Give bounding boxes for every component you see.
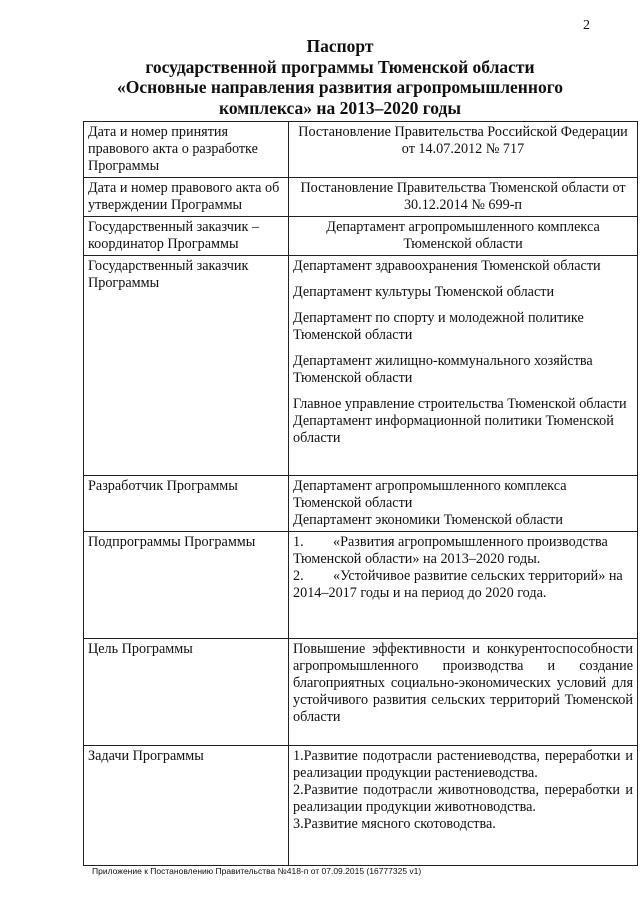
- row-value: Постановление Правительства Тюменской области от 30.12.2014 № 699-п: [289, 178, 638, 217]
- row-value: [289, 746, 638, 866]
- table-row: [84, 639, 638, 746]
- list-item: 2.Развитие подотрасли животноводства, переработки и реализации продукции животноводства.: [293, 782, 633, 815]
- row-label: Дата и номер правового акта об утверждении Программы: [84, 178, 289, 217]
- row-label: Цель Программы: [84, 639, 289, 746]
- row-value: Департамент агропромышленного комплекса Тюменской области: [289, 217, 638, 256]
- row-label: Подпрограммы Программы: [84, 532, 289, 639]
- row-value: Повышение эффективности и конкурентоспособности агропромышленного производства и создание благоприятных социально-экономических условий для устойчивого развития сельских территорий Тюменской области: [289, 639, 638, 746]
- row-label: Дата и номер принятия правового акта о разработке Программы: [84, 122, 289, 178]
- title-line-4: комплекса» на 2013–2020 годы: [219, 97, 461, 118]
- list-item: Департамент информационной политики Тюменской области: [293, 413, 614, 446]
- title-line-3: «Основные направления развития агропромышленного: [117, 77, 563, 97]
- list-item: Департамент агропромышленного комплекса Тюменской области: [293, 478, 567, 511]
- list-item: 3.Развитие мясного скотоводства.: [293, 816, 496, 832]
- table-row: [84, 256, 638, 476]
- document-title: [60, 36, 620, 118]
- row-label: Задачи Программы: [84, 746, 289, 866]
- table-row: [84, 178, 638, 217]
- list-item: Департамент жилищно-коммунального хозяйства Тюменской области: [293, 353, 593, 386]
- title-line-1: Паспорт: [306, 36, 374, 56]
- table-row: [84, 476, 638, 532]
- item-number: 1.: [293, 534, 304, 550]
- table-row: [84, 122, 638, 178]
- list-item: 1.Развитие подотрасли растениеводства, переработки и реализации продукции растениеводства.: [293, 748, 633, 781]
- list-item: Главное управление строительства Тюменской области: [293, 396, 627, 412]
- footer-note: Приложение к Постановлению Правительства №418-п от 07.09.2015 (16777325 v1): [92, 866, 422, 876]
- table-row: [84, 532, 638, 639]
- list-item: [293, 534, 633, 568]
- list-item: Департамент по спорту и молодежной политике Тюменской области: [293, 310, 584, 343]
- passport-table: [83, 121, 638, 866]
- row-label: Государственный заказчик – координатор Программы: [84, 217, 289, 256]
- row-value: [289, 532, 638, 639]
- title-line-2: государственной программы Тюменской области: [145, 56, 535, 77]
- item-number: 2.: [293, 568, 304, 584]
- table-row: [84, 746, 638, 866]
- row-value: [289, 476, 638, 532]
- row-value: [289, 256, 638, 476]
- page-number: 2: [583, 18, 590, 33]
- row-label: Государственный заказчик Программы: [84, 256, 289, 476]
- table-row: [84, 217, 638, 256]
- item-text: «Устойчивое развитие сельских территорий» на 2014–2017 годы и на период до 2020 года.: [293, 568, 623, 601]
- row-label: Разработчик Программы: [84, 476, 289, 532]
- list-item: Департамент экономики Тюменской области: [293, 512, 563, 528]
- list-item: Департамент здравоохранения Тюменской области: [293, 258, 601, 274]
- row-value: Постановление Правительства Российской Федерации от 14.07.2012 № 717: [289, 122, 638, 178]
- item-text: «Развития агропромышленного производства Тюменской области» на 2013–2020 годы.: [293, 534, 608, 567]
- list-item: Департамент культуры Тюменской области: [293, 284, 555, 300]
- list-item: [293, 568, 633, 602]
